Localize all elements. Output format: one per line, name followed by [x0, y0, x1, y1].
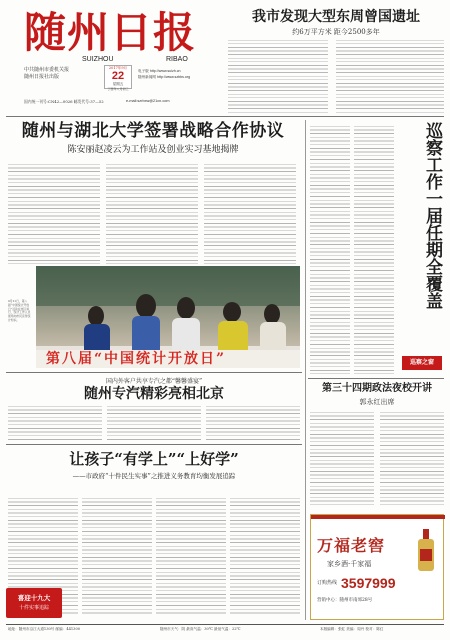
advertisement[interactable]: [310, 514, 444, 620]
vehicle-story-title[interactable]: 随州专汽精彩亮相北京: [84, 386, 224, 402]
top-story-body-left: [228, 38, 328, 114]
web-link-1: 电子版 http://www.suizh.cn: [138, 69, 181, 73]
lead-story-body-1: [8, 162, 100, 264]
date-weekday: 星期五: [112, 82, 124, 86]
masthead-title: 随州日报: [24, 8, 197, 57]
top-story: [228, 8, 444, 118]
education-story-subtitle: ——市政府“十件民生实事”之推进义务教育均衡发展追踪: [72, 472, 236, 480]
law-school-title[interactable]: 第三十四期政法夜校开讲: [322, 383, 432, 394]
vehicle-story-body-2: [107, 404, 201, 440]
photo-caption-text: 9月21日，第八届“中国统计开放日”活动在市区举行，统计工作人员现场向市民宣传统计知识。: [8, 299, 31, 322]
ad-phone[interactable]: 3597999: [341, 575, 396, 591]
column-divider: [305, 120, 306, 620]
date-block: [104, 65, 132, 89]
masthead: [6, 6, 216, 114]
law-school-subtitle: 郭永红出席: [359, 398, 395, 406]
education-story-body-4: [230, 496, 300, 616]
law-school-story: [310, 382, 444, 510]
ad-bottle-icon: [415, 529, 437, 573]
masthead-pinyin-left: SUIZHOU: [82, 56, 114, 63]
side-divider: [308, 378, 444, 379]
issue-info: 国内统一刊号:CN42—0026 邮发代号:37—52: [24, 99, 104, 104]
vehicle-story-body-3: [206, 404, 300, 440]
publisher-line-2: 随州日报社出版: [24, 74, 60, 80]
photo-caption: [8, 300, 32, 368]
ad-phone-label: 订购热线: [317, 580, 338, 586]
email: e-mail:szrbxw@21cn.com: [126, 99, 170, 103]
publisher-line-1: 中共随州市委机关报: [24, 67, 70, 73]
footer-right: 本版编辑：张虹 美编：周丹 校对：陈红: [320, 627, 384, 631]
date-year-month: 2017年9月: [108, 66, 128, 70]
top-story-subtitle: 约6万平方米 距今2500多年: [292, 28, 380, 36]
education-story-body-2: [82, 496, 152, 616]
lead-photo: [36, 266, 300, 368]
side-story-body-1: [310, 124, 350, 374]
side-tag: 巡察之窗: [402, 356, 442, 370]
ad-logo-strip: [311, 515, 445, 519]
date-day: 22: [111, 70, 125, 82]
divider-under-masthead: [6, 116, 444, 117]
law-school-body-1: [310, 410, 374, 506]
side-story-body-2: [354, 124, 394, 374]
divider-under-lead: [6, 372, 302, 373]
lead-story-title[interactable]: 随州与湖北大学签署战略合作协议: [21, 121, 285, 141]
ad-slogan: 家乡酒·千家福: [327, 560, 372, 568]
education-story-body-3: [156, 496, 226, 616]
footer-badge-line-1: 喜迎十九大: [17, 594, 51, 602]
web-links: [138, 68, 190, 80]
education-story-title[interactable]: 让孩子“有学上”“上好学”: [69, 450, 239, 468]
web-link-2: 随州新闻网 http://www.szbbs.org: [138, 75, 191, 79]
law-school-body-2: [380, 410, 444, 506]
masthead-pinyin-right: RIBAO: [166, 56, 188, 63]
photo-banner: 第八届“中国统计开放日”: [46, 351, 227, 367]
footer-left: 地址：随州市沿江大道130号 邮编：441300: [8, 627, 81, 631]
vehicle-story-body-1: [8, 404, 102, 440]
lead-story-subtitle: 陈安丽赵凌云为工作站及创业实习基地揭牌: [67, 145, 239, 155]
footer-rule: [6, 624, 444, 625]
ad-address: 营销中心：随州市南郊28号: [317, 598, 373, 603]
ad-brand: 万福老窖: [317, 536, 386, 555]
top-story-title[interactable]: 我市发现大型东周曾国遗址: [252, 9, 420, 25]
footer-badge-line-2: 十件实事追踪: [18, 605, 49, 611]
date-lunar: 丁酉年八月初三: [107, 87, 129, 91]
vehicle-story: [8, 376, 300, 442]
lead-story-body-3: [204, 162, 296, 264]
divider-under-vehicle: [6, 444, 302, 445]
footer-middle: 随州市天气：阴 最高气温：30℃ 最低气温：22℃: [160, 627, 241, 631]
top-story-body-right: [336, 38, 444, 114]
vehicle-story-kicker: 国内外客户共享专汽之都“馨馨盛宴”: [105, 378, 203, 385]
side-column: [310, 120, 444, 375]
footer-badge: [6, 588, 62, 618]
side-vertical-title[interactable]: 巡察工作一届任期全覆盖: [422, 122, 442, 309]
lead-story-body-2: [106, 162, 198, 264]
